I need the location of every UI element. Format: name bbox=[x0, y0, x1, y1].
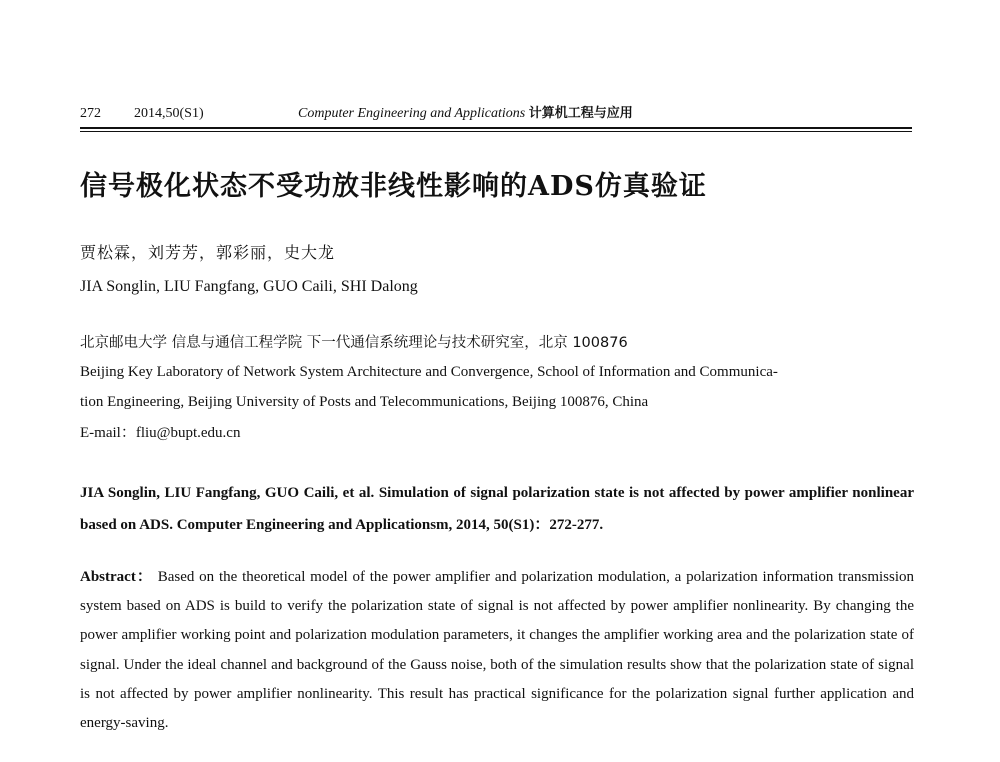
header-rule-thin bbox=[80, 131, 912, 132]
journal-name-cn: 计算机工程与应用 bbox=[528, 106, 633, 121]
authors-english: JIA Songlin, LIU Fangfang, GUO Caili, SHI Dalong bbox=[80, 278, 418, 295]
authors-chinese: 贾松霖，刘芳芳，郭彩丽，史大龙 bbox=[80, 243, 336, 262]
citation-reference: JIA Songlin, LIU Fangfang, GUO Caili, et al. Simulation of signal polarization state is not affected by power amplifier nonlinear based on ADS. Computer Engineering and Applicationsm, 2014, 50(S1)：272-277. bbox=[80, 485, 914, 533]
affiliation-chinese: 北京邮电大学 信息与通信工程学院 下一代通信系统理论与技术研究室，北京 100876 bbox=[80, 335, 628, 351]
paper-title: 信号极化状态不受功放非线性影响的ADS仿真验证 bbox=[80, 171, 707, 202]
journal-name bbox=[298, 104, 633, 124]
journal-name-en: Computer Engineering and Applications bbox=[298, 106, 526, 121]
author-email: E-mail：fliu@bupt.edu.cn bbox=[80, 425, 241, 441]
issue-info: 2014,50(S1) bbox=[134, 106, 204, 121]
abstract bbox=[80, 563, 914, 738]
running-header bbox=[80, 104, 910, 126]
affiliation-english-line1: Beijing Key Laboratory of Network System Architecture and Convergence, School of Information and Communica- bbox=[80, 364, 778, 380]
header-rule-thick bbox=[80, 127, 912, 129]
affiliation-english-line2: tion Engineering, Beijing University of Posts and Telecommunications, Beijing 100876, China bbox=[80, 394, 649, 410]
abstract-text: Based on the theoretical model of the power amplifier and polarization modulation, a polarization information transmission system based on ADS is build to verify the polarization state of signal is not affected by power amplifier nonlinearity. By changing the power amplifier working point and polarization modulation parameters, it changes the amplifier working area and the polarization state of signal. Under the ideal channel and background of the Gauss noise, both of the simulation results show that the polarization state of signal is not affected by power amplifier nonlinearity. This result has practical significance for the polarization signal further application and energy-saving. bbox=[80, 569, 915, 732]
page-number: 272 bbox=[80, 106, 101, 121]
abstract-label: Abstract： bbox=[80, 569, 153, 585]
